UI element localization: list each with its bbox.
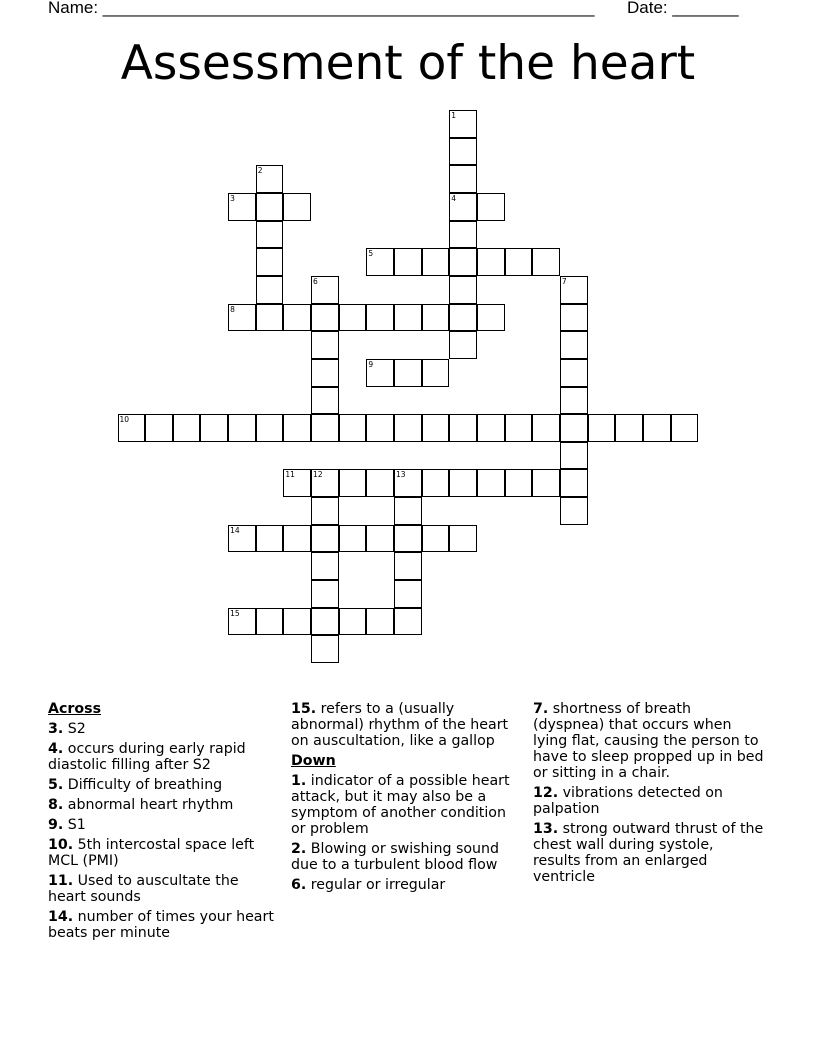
- grid-cell[interactable]: [560, 414, 588, 442]
- cell-number: 12: [313, 470, 323, 480]
- clues-column-2: [291, 701, 523, 897]
- clue-number: 3.: [48, 721, 64, 737]
- clue-across-9: [48, 817, 280, 833]
- grid-cell[interactable]: [560, 276, 588, 304]
- clues-column-3: [533, 701, 765, 889]
- grid-cell[interactable]: [283, 469, 311, 497]
- clue-number: 9.: [48, 817, 64, 833]
- grid-cell[interactable]: [560, 331, 588, 359]
- clues-column-1: [48, 701, 280, 945]
- clue-text: S1: [63, 817, 86, 833]
- grid-cell[interactable]: [311, 635, 339, 663]
- grid-cell[interactable]: [311, 359, 339, 387]
- grid-cell[interactable]: [366, 414, 394, 442]
- grid-cell[interactable]: [256, 165, 284, 193]
- grid-cell[interactable]: [422, 359, 450, 387]
- grid-cell[interactable]: [671, 414, 699, 442]
- grid-cell[interactable]: [256, 304, 284, 332]
- grid-cell[interactable]: [173, 414, 201, 442]
- clue-text: Difficulty of breathing: [63, 777, 223, 793]
- clue-number: 6.: [291, 877, 307, 893]
- grid-cell[interactable]: [256, 276, 284, 304]
- grid-cell[interactable]: [477, 193, 505, 221]
- clue-text: Used to auscultate the heart sounds: [48, 873, 239, 905]
- clue-text: indicator of a possible heart attack, but it may also be a symptom of another condition or problem: [291, 773, 510, 837]
- grid-cell[interactable]: [477, 414, 505, 442]
- grid-cell[interactable]: [449, 414, 477, 442]
- name-field-label[interactable]: Name: ____________________________________________________: [48, 0, 595, 17]
- grid-cell[interactable]: [311, 304, 339, 332]
- clue-number: 7.: [533, 701, 549, 717]
- grid-cell[interactable]: [588, 414, 616, 442]
- clue-number: 1.: [291, 773, 307, 789]
- grid-cell[interactable]: [366, 248, 394, 276]
- grid-cell[interactable]: [449, 248, 477, 276]
- grid-cell[interactable]: [366, 469, 394, 497]
- grid-cell[interactable]: [256, 248, 284, 276]
- grid-cell[interactable]: [394, 525, 422, 553]
- clue-across-5: [48, 777, 280, 793]
- grid-cell[interactable]: [228, 525, 256, 553]
- clue-number: 5.: [48, 777, 64, 793]
- grid-cell[interactable]: [228, 414, 256, 442]
- grid-cell[interactable]: [477, 248, 505, 276]
- grid-cell[interactable]: [394, 552, 422, 580]
- cell-number: 13: [396, 470, 406, 480]
- grid-cell[interactable]: [505, 414, 533, 442]
- date-field-label[interactable]: Date: _______: [627, 0, 739, 17]
- grid-cell[interactable]: [311, 552, 339, 580]
- grid-cell[interactable]: [394, 497, 422, 525]
- grid-cell[interactable]: [394, 414, 422, 442]
- clue-across-4: [48, 741, 280, 773]
- clue-number: 2.: [291, 841, 307, 857]
- clue-text: Blowing or swishing sound due to a turbulent blood flow: [291, 841, 500, 873]
- clue-text: shortness of breath (dyspnea) that occurs when lying flat, causing the person to have to sleep propped up in bed or sitting in a chair.: [533, 701, 764, 781]
- grid-cell[interactable]: [339, 304, 367, 332]
- grid-cell[interactable]: [505, 248, 533, 276]
- grid-cell[interactable]: [339, 525, 367, 553]
- grid-cell[interactable]: [449, 138, 477, 166]
- grid-cell[interactable]: [256, 525, 284, 553]
- grid-cell[interactable]: [339, 414, 367, 442]
- clue-down-12: [533, 785, 765, 817]
- grid-cell[interactable]: [449, 221, 477, 249]
- grid-cell[interactable]: [311, 608, 339, 636]
- grid-cell[interactable]: [422, 414, 450, 442]
- cell-number: 11: [285, 470, 295, 480]
- grid-cell[interactable]: [311, 414, 339, 442]
- cell-number: 10: [119, 415, 130, 425]
- cell-number: 6: [313, 276, 318, 286]
- clue-number: 4.: [48, 741, 64, 757]
- clue-number: 14.: [48, 909, 74, 925]
- grid-cell[interactable]: [422, 304, 450, 332]
- grid-cell[interactable]: [560, 497, 588, 525]
- grid-cell[interactable]: [283, 525, 311, 553]
- cell-number: 1: [451, 111, 457, 120]
- grid-cell[interactable]: [422, 469, 450, 497]
- grid-cell[interactable]: [256, 608, 284, 636]
- clue-text: strong outward thrust of the chest wall during systole, results from an enlarged ventricle: [533, 821, 764, 885]
- grid-cell[interactable]: [422, 525, 450, 553]
- grid-cell[interactable]: [477, 304, 505, 332]
- grid-cell[interactable]: [283, 414, 311, 442]
- grid-cell[interactable]: [228, 304, 256, 332]
- cell-number: 4: [451, 193, 457, 203]
- grid-cell[interactable]: [366, 304, 394, 332]
- clue-number: 8.: [48, 797, 64, 813]
- grid-cell[interactable]: [532, 469, 560, 497]
- grid-cell[interactable]: [449, 110, 477, 138]
- clue-text: refers to a (usually abnormal) rhythm of the heart on auscultation, like a gallop: [291, 701, 509, 749]
- page-title: Assessment of the heart: [120, 36, 696, 91]
- grid-cell[interactable]: [118, 414, 146, 442]
- cell-number: 8: [230, 304, 235, 314]
- grid-cell[interactable]: [283, 304, 311, 332]
- clue-down-6: [291, 877, 523, 893]
- grid-cell[interactable]: [615, 414, 643, 442]
- clue-text: regular or irregular: [306, 877, 446, 893]
- grid-cell[interactable]: [532, 248, 560, 276]
- clue-across-3: [48, 721, 280, 737]
- grid-cell[interactable]: [449, 331, 477, 359]
- grid-cell[interactable]: [560, 304, 588, 332]
- grid-cell[interactable]: [422, 248, 450, 276]
- grid-cell[interactable]: [311, 469, 339, 497]
- clue-down-13: [533, 821, 765, 885]
- grid-cell[interactable]: [339, 469, 367, 497]
- cell-number: 15: [230, 608, 240, 618]
- grid-cell[interactable]: [477, 469, 505, 497]
- grid-cell[interactable]: [200, 414, 228, 442]
- grid-cell[interactable]: [256, 193, 284, 221]
- clue-text: abnormal heart rhythm: [63, 797, 234, 813]
- grid-cell[interactable]: [449, 276, 477, 304]
- clue-text: 5th intercostal space left MCL (PMI): [48, 837, 255, 869]
- grid-cell[interactable]: [560, 359, 588, 387]
- cell-number: 9: [368, 359, 374, 369]
- clue-across-15: [291, 701, 523, 749]
- clue-number: 15.: [291, 701, 317, 717]
- grid-cell[interactable]: [311, 525, 339, 553]
- grid-cell[interactable]: [311, 276, 339, 304]
- clue-text: occurs during early rapid diastolic filling after S2: [48, 741, 246, 773]
- across-heading: Across: [48, 701, 102, 717]
- cell-number: 14: [230, 525, 240, 535]
- clue-down-2: [291, 841, 523, 873]
- cell-number: 3: [230, 193, 235, 203]
- grid-cell[interactable]: [394, 304, 422, 332]
- grid-cell[interactable]: [449, 469, 477, 497]
- grid-cell[interactable]: [449, 193, 477, 221]
- grid-cell[interactable]: [366, 608, 394, 636]
- grid-cell[interactable]: [311, 497, 339, 525]
- grid-cell[interactable]: [643, 414, 671, 442]
- clue-down-1: [291, 773, 523, 837]
- grid-cell[interactable]: [560, 442, 588, 470]
- grid-cell[interactable]: [366, 525, 394, 553]
- grid-cell[interactable]: [256, 221, 284, 249]
- grid-cell[interactable]: [311, 580, 339, 608]
- grid-cell[interactable]: [311, 387, 339, 415]
- clue-text: number of times your heart beats per minute: [48, 909, 274, 941]
- grid-cell[interactable]: [283, 608, 311, 636]
- grid-cell[interactable]: [145, 414, 173, 442]
- clue-across-14: [48, 909, 280, 941]
- grid-cell[interactable]: [505, 469, 533, 497]
- grid-cell[interactable]: [394, 359, 422, 387]
- grid-cell[interactable]: [366, 359, 394, 387]
- clue-text: S2: [63, 721, 86, 737]
- grid-cell[interactable]: [394, 608, 422, 636]
- clue-across-10: [48, 837, 280, 869]
- grid-cell[interactable]: [560, 469, 588, 497]
- grid-cell[interactable]: [394, 469, 422, 497]
- clue-across-8: [48, 797, 280, 813]
- grid-cell[interactable]: [283, 193, 311, 221]
- down-heading: Down: [291, 753, 336, 769]
- clue-across-11: [48, 873, 280, 905]
- grid-cell[interactable]: [394, 248, 422, 276]
- grid-cell[interactable]: [532, 414, 560, 442]
- clue-text: vibrations detected on palpation: [533, 785, 723, 817]
- clue-number: 13.: [533, 821, 559, 837]
- grid-cell[interactable]: [228, 193, 256, 221]
- clue-number: 11.: [48, 873, 74, 889]
- grid-cell[interactable]: [449, 304, 477, 332]
- clue-number: 12.: [533, 785, 559, 801]
- grid-cell[interactable]: [449, 525, 477, 553]
- clue-down-7: [533, 701, 765, 781]
- cell-number: 2: [257, 166, 263, 176]
- grid-cell[interactable]: [394, 580, 422, 608]
- cell-number: 5: [368, 249, 374, 259]
- grid-cell[interactable]: [228, 608, 256, 636]
- clue-number: 10.: [48, 837, 74, 853]
- grid-cell[interactable]: [449, 165, 477, 193]
- grid-cell[interactable]: [339, 608, 367, 636]
- cell-number: 7: [561, 276, 567, 286]
- grid-cell[interactable]: [256, 414, 284, 442]
- grid-cell[interactable]: [311, 331, 339, 359]
- grid-cell[interactable]: [560, 387, 588, 415]
